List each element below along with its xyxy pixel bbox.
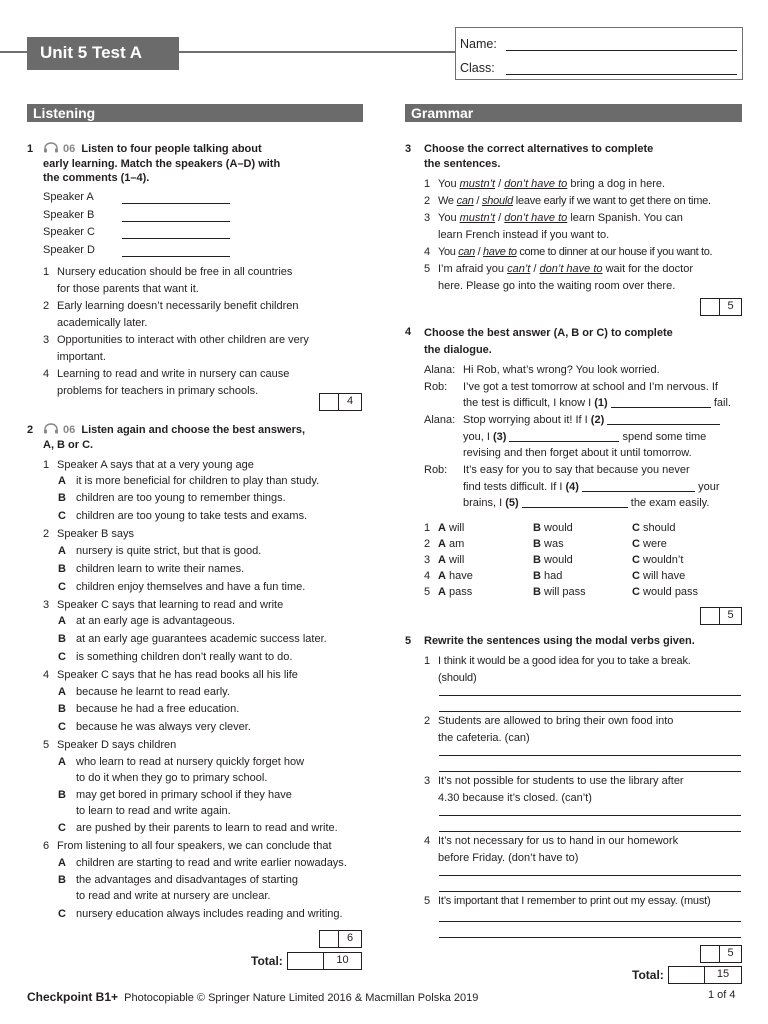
answer-option[interactable]: C is something children don’t really want to do. bbox=[58, 651, 293, 663]
name-label: Name: bbox=[460, 37, 497, 51]
question-number: 2 bbox=[27, 424, 34, 436]
grammar-heading: Grammar bbox=[405, 104, 742, 122]
answer-option[interactable]: B may get bored in primary school if they have to learn to read and write again. bbox=[58, 789, 292, 817]
score-input[interactable] bbox=[701, 299, 720, 315]
track-number: 06 bbox=[63, 143, 76, 155]
footer bbox=[27, 989, 478, 1007]
answer-line[interactable] bbox=[439, 695, 741, 696]
answer-line[interactable] bbox=[439, 891, 741, 892]
answer-option[interactable]: B would bbox=[533, 554, 573, 566]
speaker-answer-line[interactable] bbox=[122, 221, 230, 222]
list-item: 5 I’m afraid you can’t / don’t have to wait for the doctor here. Please go into the waiting room over there. bbox=[424, 263, 694, 292]
headphones-icon bbox=[43, 142, 59, 153]
question-2-title: 06 Listen again and choose the best answers, A, B or C. bbox=[43, 424, 306, 451]
speaker-label: Speaker D bbox=[43, 244, 95, 256]
answer-option[interactable]: C wouldn’t bbox=[632, 554, 684, 566]
alternative-option[interactable]: don’t have to bbox=[539, 263, 603, 275]
list-item: 4 Learning to read and write in nursery can cause problems for teachers in primary schools. bbox=[43, 368, 290, 397]
answer-option[interactable]: A because he learnt to read early. bbox=[58, 686, 230, 698]
name-field[interactable] bbox=[506, 50, 737, 51]
dialogue-line: revising and then forget about it until tomorrow. bbox=[463, 447, 692, 459]
answer-option[interactable]: B at an early age guarantees academic success later. bbox=[58, 633, 327, 645]
answer-option[interactable]: B children learn to write their names. bbox=[58, 563, 245, 575]
dialogue-line: brains, I (5) the exam easily. bbox=[463, 497, 710, 509]
gap-field[interactable] bbox=[582, 481, 695, 492]
answer-option[interactable]: C children enjoy themselves and have a fun time. bbox=[58, 581, 306, 593]
answer-line[interactable] bbox=[439, 815, 741, 816]
unit-title: Unit 5 Test A bbox=[27, 37, 179, 70]
dialogue-line: I’ve got a test tomorrow at school and I’m nervous. If bbox=[463, 381, 718, 393]
question-number: 3 bbox=[405, 143, 412, 155]
question-3-title: Choose the correct alternatives to complete the sentences. bbox=[424, 143, 654, 170]
list-item: 4 It’s not necessary for us to hand in our homework before Friday. (don’t have to) bbox=[424, 835, 679, 864]
score-box: 6 bbox=[319, 930, 362, 948]
answer-option[interactable]: A it is more beneficial for children to play than study. bbox=[58, 475, 320, 487]
answer-line[interactable] bbox=[439, 921, 741, 922]
speaker-label: Speaker A bbox=[43, 191, 94, 203]
question-number: 5 bbox=[405, 635, 412, 647]
alternative-option[interactable]: can’t bbox=[507, 263, 531, 275]
alternative-option[interactable]: don’t have to bbox=[504, 212, 568, 224]
answer-line[interactable] bbox=[439, 771, 741, 772]
answer-option[interactable]: A nursery is quite strict, but that is good. bbox=[58, 545, 262, 557]
dialogue-speaker: Alana: bbox=[424, 364, 456, 376]
answer-option[interactable]: B will pass bbox=[533, 586, 586, 598]
answer-option[interactable]: A at an early age is advantageous. bbox=[58, 615, 236, 627]
total-score-box: 15 bbox=[668, 966, 742, 984]
score-box: 5 bbox=[700, 298, 742, 316]
class-label: Class: bbox=[460, 61, 495, 75]
total-label: Total: bbox=[251, 954, 283, 968]
answer-option[interactable]: B because he had a free education. bbox=[58, 703, 240, 715]
name-class-box bbox=[455, 27, 743, 80]
list-item: 4 You can / have to come to dinner at our house if you want to. bbox=[424, 246, 713, 258]
alternative-option[interactable]: can bbox=[456, 195, 474, 207]
question-5-title: Rewrite the sentences using the modal verbs given. bbox=[424, 635, 695, 647]
alternative-option[interactable]: mustn’t bbox=[459, 178, 496, 190]
answer-option[interactable]: C are pushed by their parents to learn to read and write. bbox=[58, 822, 338, 834]
question-stem: 1 Speaker A says that at a very young age bbox=[43, 459, 254, 471]
alternative-option[interactable]: have to bbox=[483, 246, 517, 258]
dialogue-line: the test is difficult, I know I (1) fail. bbox=[463, 397, 731, 409]
answer-option[interactable]: B had bbox=[533, 570, 563, 582]
answer-option[interactable]: A have bbox=[438, 570, 473, 582]
list-item: 1 Nursery education should be free in all countries for those parents that want it. bbox=[43, 266, 293, 295]
score-input[interactable] bbox=[701, 608, 720, 624]
score-input[interactable] bbox=[320, 931, 339, 947]
answer-option[interactable]: B was bbox=[533, 538, 564, 550]
alternative-option[interactable]: can bbox=[458, 246, 475, 258]
gap-field[interactable] bbox=[607, 414, 720, 425]
answer-line[interactable] bbox=[439, 711, 741, 712]
page-number: 1 of 4 bbox=[708, 989, 736, 1001]
question-number: 1 bbox=[27, 143, 34, 155]
answer-option[interactable]: A am bbox=[438, 538, 465, 550]
score-input[interactable] bbox=[701, 946, 720, 962]
answer-row: 4 bbox=[424, 570, 431, 582]
footer-brand: Checkpoint B1+ bbox=[27, 990, 119, 1004]
list-item: 3 Opportunities to interact with other children are very important. bbox=[43, 334, 309, 363]
question-stem: 2 Speaker B says bbox=[43, 528, 135, 540]
total-score-box: 10 bbox=[287, 952, 362, 970]
speaker-answer-line[interactable] bbox=[122, 238, 230, 239]
total-input[interactable] bbox=[669, 967, 705, 983]
answer-row: 3 bbox=[424, 554, 431, 566]
answer-option[interactable]: C would pass bbox=[632, 586, 699, 598]
dialogue-speaker: Rob: bbox=[424, 464, 448, 476]
dialogue-line: you, I (3) spend some time bbox=[463, 431, 707, 443]
alternative-option[interactable]: don’t have to bbox=[504, 178, 568, 190]
answer-line[interactable] bbox=[439, 831, 741, 832]
answer-option[interactable]: C were bbox=[632, 538, 667, 550]
question-1-title: 06 Listen to four people talking about early learning. Match the speakers (A–D) with the comments (1–4). bbox=[43, 143, 281, 185]
list-item: 2 Early learning doesn’t necessarily benefit children academically later. bbox=[43, 300, 299, 329]
list-item: 1 You mustn’t / don’t have to bring a dog in here. bbox=[424, 178, 666, 190]
dialogue-line: Hi Rob, what’s wrong? You look worried. bbox=[463, 364, 660, 376]
question-number: 4 bbox=[405, 326, 412, 338]
total-input[interactable] bbox=[288, 953, 324, 969]
score-input[interactable] bbox=[320, 394, 339, 410]
answer-option[interactable]: C should bbox=[632, 522, 676, 534]
answer-option[interactable]: C because he was always very clever. bbox=[58, 721, 251, 733]
alternative-option[interactable]: mustn’t bbox=[459, 212, 496, 224]
footer-copyright: Photocopiable © Springer Nature Limited 2016 & Macmillan Polska 2019 bbox=[124, 992, 479, 1004]
total-label: Total: bbox=[632, 968, 664, 982]
gap-field[interactable] bbox=[522, 497, 628, 508]
answer-option[interactable]: B would bbox=[533, 522, 573, 534]
answer-option[interactable]: B children are too young to remember things. bbox=[58, 492, 286, 504]
answer-option[interactable]: C nursery education always includes reading and writing. bbox=[58, 908, 343, 920]
answer-option[interactable]: A children are starting to read and write earlier nowadays. bbox=[58, 857, 347, 869]
speaker-label: Speaker B bbox=[43, 209, 95, 221]
gap-field[interactable] bbox=[611, 397, 711, 408]
question-stem: 6 From listening to all four speakers, we can conclude that bbox=[43, 840, 332, 852]
answer-row: 1 bbox=[424, 522, 431, 534]
answer-option[interactable]: A will bbox=[438, 554, 465, 566]
dialogue-line: Stop worrying about it! If I (2) bbox=[463, 412, 720, 429]
answer-option[interactable]: A will bbox=[438, 522, 465, 534]
question-4-title: Choose the best answer (A, B or C) to complete the dialogue. bbox=[424, 327, 673, 356]
list-item: 2 Students are allowed to bring their own food into the cafeteria. (can) bbox=[424, 715, 674, 744]
answer-option[interactable]: C children are too young to take tests and exams. bbox=[58, 510, 308, 522]
question-stem: 5 Speaker D says children bbox=[43, 739, 177, 751]
alternative-option[interactable]: should bbox=[482, 195, 513, 207]
answer-option[interactable]: A pass bbox=[438, 586, 473, 598]
answer-line[interactable] bbox=[439, 755, 741, 756]
list-item: 5 It’s important that I remember to print out my essay. (must) bbox=[424, 895, 711, 907]
question-stem: 3 Speaker C says that learning to read and write bbox=[43, 599, 284, 611]
headphones-icon bbox=[43, 423, 59, 434]
score-box: 5 bbox=[700, 607, 742, 625]
dialogue-speaker: Rob: bbox=[424, 381, 448, 393]
track-number: 06 bbox=[63, 424, 76, 436]
dialogue-line: It’s easy for you to say that because you never bbox=[463, 464, 690, 476]
speaker-answer-line[interactable] bbox=[122, 203, 230, 204]
list-item: 2 We can / should leave early if we want to get there on time. bbox=[424, 195, 711, 207]
score-box: 4 bbox=[319, 393, 362, 411]
question-stem: 4 Speaker C says that he has read books all his life bbox=[43, 669, 298, 681]
gap-field[interactable] bbox=[509, 431, 619, 442]
list-item: 3 It’s not possible for students to use the library after 4.30 because it’s closed. (can’t) bbox=[424, 775, 684, 804]
answer-option[interactable]: A who learn to read at nursery quickly forget how to do it when they go to primary school. bbox=[58, 756, 305, 784]
list-item: 3 You mustn’t / don’t have to learn Spanish. You can learn French instead if you want to. bbox=[424, 212, 683, 241]
speaker-label: Speaker C bbox=[43, 226, 95, 238]
list-item: 1 I think it would be a good idea for you to take a break. (should) bbox=[424, 655, 691, 684]
score-box: 5 bbox=[700, 945, 742, 963]
speaker-answer-line[interactable] bbox=[122, 256, 230, 257]
answer-line[interactable] bbox=[439, 937, 741, 938]
answer-line[interactable] bbox=[439, 875, 741, 876]
dialogue-speaker: Alana: bbox=[424, 414, 456, 426]
dialogue-line: find tests difficult. If I (4) your bbox=[463, 481, 720, 493]
listening-heading: Listening bbox=[27, 104, 363, 122]
answer-row: 2 bbox=[424, 538, 431, 550]
answer-option[interactable]: B the advantages and disadvantages of starting to read and write at nursery are unclear. bbox=[58, 874, 298, 902]
answer-row: 5 bbox=[424, 586, 431, 598]
answer-option[interactable]: C will have bbox=[632, 570, 686, 582]
class-field[interactable] bbox=[506, 74, 737, 75]
